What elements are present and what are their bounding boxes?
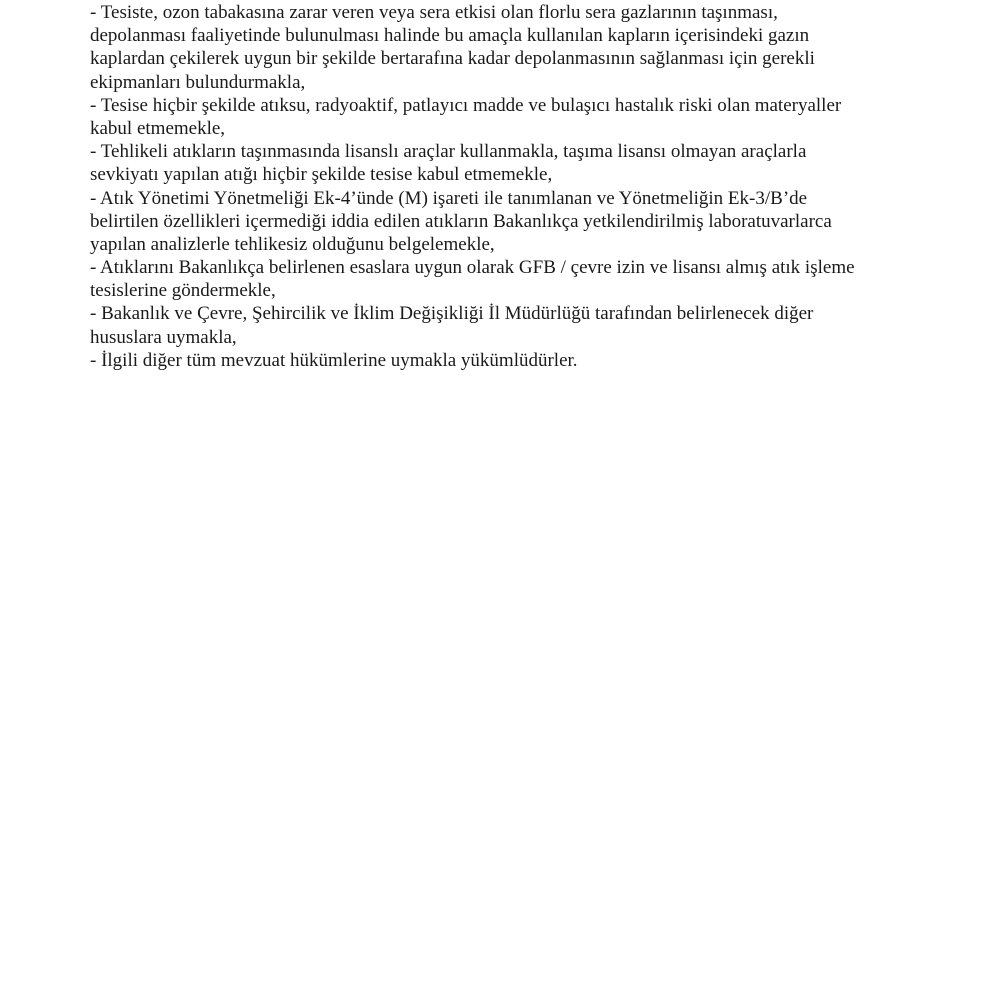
- text-line: sevkiyatı yapılan atığı hiçbir şekilde tesise kabul etmemekle,: [90, 164, 553, 186]
- text-line: kabul etmemekle,: [90, 117, 226, 139]
- text-line: ekipmanları bulundurmakla,: [90, 71, 306, 93]
- text-line: - Atık Yönetimi Yönetmeliği Ek-4’ünde (M) işareti ile tanımlanan ve Yönetmeliğin Ek-3/B’de: [90, 187, 808, 209]
- text-line: - Atıklarını Bakanlıkça belirlenen esaslara uygun olarak GFB / çevre izin ve lisansı almış atık işleme: [90, 257, 855, 279]
- text-line: kaplardan çekilerek uygun bir şekilde bertarafına kadar depolanmasının sağlanması için gerekli: [90, 48, 815, 70]
- text-line: - Bakanlık ve Çevre, Şehircilik ve İklim Değişikliği İl Müdürlüğü tarafından belirlenecek diğer: [90, 303, 814, 325]
- obligations-text: [90, 1, 920, 372]
- text-line: depolanması faaliyetinde bulunulması halinde bu amaçla kullanılan kapların içerisindeki gazın: [90, 25, 810, 47]
- text-line: - Tesise hiçbir şekilde atıksu, radyoaktif, patlayıcı madde ve bulaşıcı hastalık riski olan materyaller: [90, 94, 842, 116]
- text-line: belirtilen özellikleri içermediği iddia edilen atıkların Bakanlıkça yetkilendirilmiş laboratuvarlarca: [90, 210, 832, 232]
- text-line: - İlgili diğer tüm mevzuat hükümlerine uymakla yükümlüdürler.: [90, 349, 578, 371]
- text-line: yapılan analizlerle tehlikesiz olduğunu belgelemekle,: [90, 233, 495, 255]
- text-line: tesislerine göndermekle,: [90, 280, 276, 302]
- text-line: - Tesiste, ozon tabakasına zarar veren veya sera etkisi olan florlu sera gazlarının taşınması,: [90, 2, 778, 23]
- text-line: hususlara uymakla,: [90, 326, 237, 348]
- text-line: - Tehlikeli atıkların taşınmasında lisanslı araçlar kullanmakla, taşıma lisansı olmayan araçlarla: [90, 141, 807, 163]
